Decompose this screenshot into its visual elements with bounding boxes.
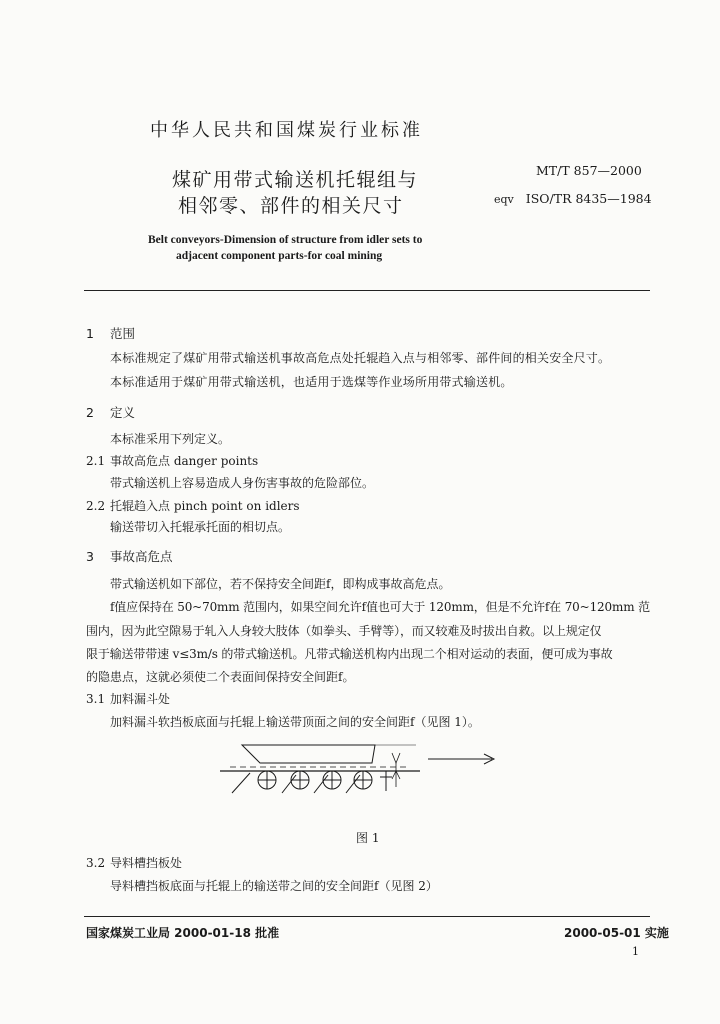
section-3-paragraph-2-line-3: 限于输送带带速 v≤3m/s 的带式输送机。凡带式输送机构内出现二个相对运动的表面，便可成为事故 [86, 647, 613, 661]
section-2-heading [86, 403, 135, 421]
subsection-3-2-text: 导料槽挡板底面与托辊上的输送带之间的安全间距f（见图 2） [110, 879, 438, 893]
section-3-title: 事故高危点 [110, 549, 173, 564]
equivalent-standard [494, 191, 652, 206]
eqv-label: eqv [494, 193, 514, 206]
english-title-line1: Belt conveyors-Dimension of structure from idler sets to [148, 234, 423, 246]
section-2-paragraph-1: 本标准采用下列定义。 [110, 432, 231, 446]
subsection-3-2-heading [86, 854, 182, 871]
standard-code: MT/T 857—2000 [536, 163, 642, 178]
section-1-title: 范围 [110, 326, 136, 341]
subsection-3-1-heading [86, 690, 170, 707]
standard-title-line1: 煤矿用带式输送机托辊组与 [172, 169, 419, 191]
subsection-3-2-title: 导料槽挡板处 [110, 856, 183, 870]
approval-statement: 国家煤炭工业局 2000-01-18 批准 [86, 926, 280, 940]
section-3-number: 3 [86, 549, 94, 564]
definition-2-2-text: 输送带切入托辊承托面的相切点。 [110, 520, 291, 534]
definition-2-1-number: 2.1 [86, 454, 106, 468]
hopper-shape [242, 745, 375, 763]
subsection-3-2-number: 3.2 [86, 856, 106, 870]
definition-2-2-number: 2.2 [86, 499, 106, 513]
section-3-paragraph-2-line-1: f值应保持在 50~70mm 范围内，如果空间允许f值也可大于 120mm，但是不允许f在 70~120mm 范 [110, 600, 650, 614]
issuing-organization: 中华人民共和国煤炭行业标准 [150, 120, 423, 141]
definition-2-1-text: 带式输送机上容易造成人身伤害事故的危险部位。 [110, 476, 375, 490]
subsection-3-1-number: 3.1 [86, 692, 106, 706]
section-1-number: 1 [86, 326, 94, 341]
standard-title-line2: 相邻零、部件的相关尺寸 [178, 195, 404, 217]
definition-2-2-heading [86, 497, 300, 514]
footer-divider [84, 916, 650, 917]
subsection-3-1-title: 加料漏斗处 [110, 692, 171, 706]
section-3-heading [86, 547, 173, 565]
header-divider [84, 290, 650, 291]
section-3-paragraph-2-line-2: 围内，因为此空隙易于轧入人身较大肢体（如拳头、手臂等），而又较难及时拔出自救。以上规定仅 [86, 624, 602, 638]
definition-2-2-title: 托辊趋入点 pinch point on idlers [110, 499, 300, 513]
page-number: 1 [632, 945, 639, 958]
section-2-number: 2 [86, 405, 94, 420]
subsection-3-1-text: 加料漏斗软挡板底面与托辊上输送带顶面之间的安全间距f（见图 1）。 [110, 715, 480, 729]
eqv-code: ISO/TR 8435—1984 [525, 191, 652, 206]
definition-2-1-title: 事故高危点 danger points [110, 454, 259, 468]
section-1-heading [86, 324, 135, 342]
figure-1-diagram [220, 735, 510, 805]
section-3-paragraph-2-line-4: 的隐患点，这就必须使二个表面间保持安全间距f。 [86, 670, 355, 684]
implementation-date: 2000-05-01 实施 [564, 926, 669, 940]
section-1-paragraph-2: 本标准适用于煤矿用带式输送机，也适用于选煤等作业场所用带式输送机。 [110, 375, 513, 389]
section-3-paragraph-1: 带式输送机如下部位，若不保持安全间距f，即构成事故高危点。 [110, 577, 451, 591]
definition-2-1-heading [86, 452, 258, 469]
figure-1-caption: 图 1 [356, 831, 380, 845]
english-title-line2: adjacent component parts-for coal mining [176, 250, 383, 262]
section-2-title: 定义 [110, 405, 136, 420]
section-1-paragraph-1: 本标准规定了煤矿用带式输送机事故高危点处托辊趋入点与相邻零、部件间的相关安全尺寸。 [110, 351, 611, 365]
